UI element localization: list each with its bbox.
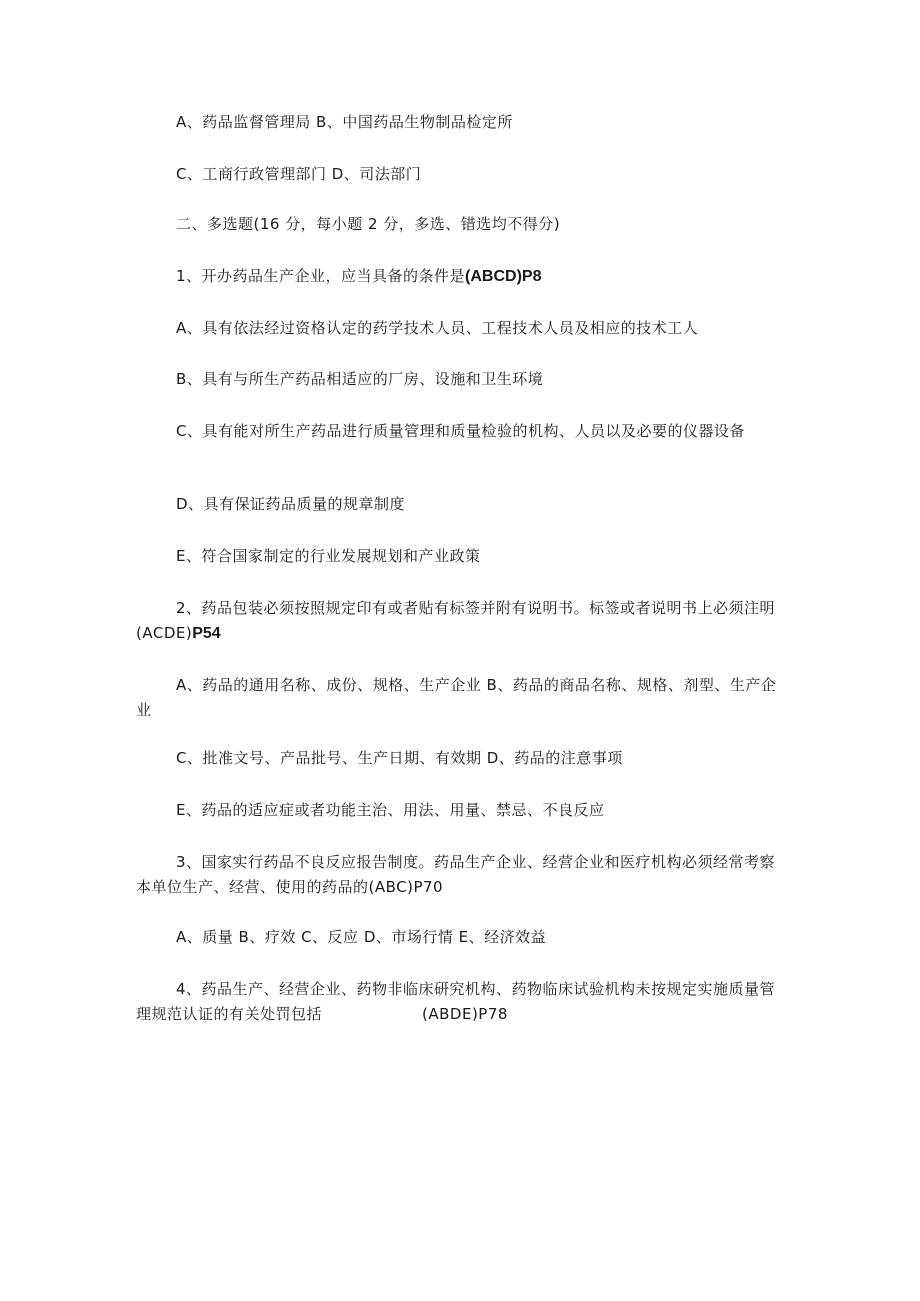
question-1 [136,264,784,289]
question-4-text: 4、药品生产、经营企业、药物非临床研究机构、药物临床试验机构未按规定实施质量管理规范认证的有关处罚包括 [136,980,776,1023]
option-text: E、符合国家制定的行业发展规划和产业政策 [176,547,481,565]
option-line-cd [136,162,784,187]
option-text: A、质量 B、疗效 C、反应 D、市场行情 E、经济效益 [176,928,547,946]
option-text: A、具有依法经过资格认定的药学技术人员、工程技术人员及相应的技术工人 [176,319,699,337]
option-text: B、具有与所生产药品相适应的厂房、设施和卫生环境 [176,370,544,388]
option-text: A、药品的通用名称、成份、规格、生产企业 B、药品的商品名称、规格、剂型、生产企业 [136,676,777,719]
question-2-text: 2、药品包装必须按照规定印有或者贴有标签并附有说明书。标签或者说明书上必须注明(ACDE) [136,599,776,642]
question-4 [136,977,784,1027]
option-text: C、具有能对所生产药品进行质量管理和质量检验的机构、人员以及必要的仪器设备 [176,422,745,440]
question-1-option-d [136,492,784,517]
option-line-ab [136,110,784,135]
option-text: A、药品监督管理局 B、中国药品生物制品检定所 [176,113,513,131]
question-1-option-e [136,544,784,569]
question-2-options-ab [136,673,784,723]
option-text: C、批准文号、产品批号、生产日期、有效期 D、药品的注意事项 [176,749,623,767]
question-2 [136,596,784,646]
option-text: D、具有保证药品质量的规章制度 [176,495,406,513]
question-1-option-a [136,316,784,341]
question-3-text: 3、国家实行药品不良反应报告制度。药品生产企业、经营企业和医疗机构必须经常考察本单位生产、经营、使用的药品的(ABC)P70 [136,853,776,896]
question-1-option-c [136,419,784,444]
question-2-option-e [136,798,784,823]
question-1-option-b [136,367,784,392]
option-text: C、工商行政管理部门 D、司法部门 [176,165,422,183]
question-1-text: 1、开办药品生产企业，应当具备的条件是 [176,267,466,285]
option-text: E、药品的适应症或者功能主治、用法、用量、禁忌、不良反应 [176,801,605,819]
question-4-answer: (ABDE)P78 [422,1005,508,1023]
question-3 [136,850,784,900]
question-2-answer: P54 [192,625,221,642]
question-3-options [136,925,784,950]
section-heading [136,212,784,237]
question-1-answer: (ABCD)P8 [465,268,542,285]
section-heading-text: 二、多选题(16 分，每小题 2 分，多选、错选均不得分) [176,215,561,233]
question-2-options-cd [136,746,784,771]
